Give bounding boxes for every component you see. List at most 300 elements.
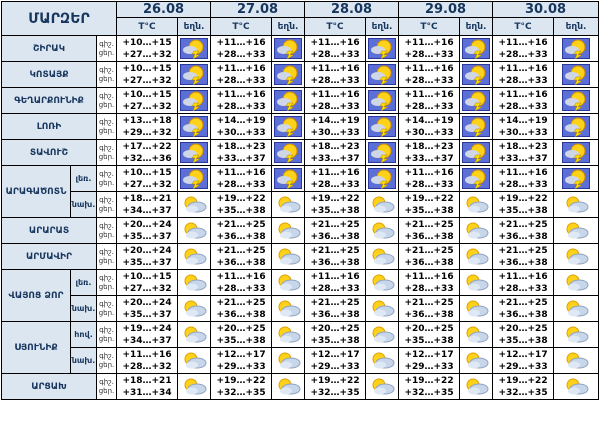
day-temperature: +28…+33	[310, 101, 360, 112]
day-temperature: +28…+32	[122, 361, 172, 372]
partly-cloudy-icon	[272, 246, 304, 267]
temperature-cell	[399, 192, 460, 218]
weather-cell	[366, 62, 399, 88]
day-label: ցեր.	[98, 386, 115, 395]
temperature-cell	[493, 348, 554, 374]
storm-icon	[554, 38, 598, 59]
night-temperature: +10…+15	[122, 37, 172, 48]
weather-cell	[460, 218, 493, 244]
day-temperature: +36…+38	[216, 231, 266, 242]
weather-cell	[460, 166, 493, 192]
day-temperature: +30…+33	[498, 127, 548, 138]
storm-icon	[460, 64, 492, 85]
time-labels	[97, 374, 117, 400]
partly-cloudy-icon	[366, 194, 398, 215]
night-temperature: +11…+16	[216, 167, 266, 178]
temperature-cell	[211, 374, 272, 400]
storm-icon	[178, 90, 210, 111]
day-label: ցեր.	[98, 204, 115, 213]
weather-cell	[554, 270, 599, 296]
temperature-cell	[493, 296, 554, 322]
temperature-cell	[399, 88, 460, 114]
night-label: գիշ.	[99, 195, 114, 204]
day-label: ցեր.	[98, 230, 115, 239]
day-temperature: +35…+38	[216, 335, 266, 346]
day-temperature: +36…+38	[498, 309, 548, 320]
temperature-column-header: T°C	[211, 18, 272, 36]
day-temperature: +35…+38	[404, 335, 454, 346]
temperature-cell	[117, 114, 178, 140]
temperature-cell	[493, 270, 554, 296]
forecast-row	[2, 270, 599, 296]
temperature-cell	[117, 348, 178, 374]
temperature-cell	[117, 166, 178, 192]
night-temperature: +11…+16	[498, 89, 548, 100]
day-temperature: +30…+33	[404, 127, 454, 138]
partly-cloudy-icon	[272, 298, 304, 319]
temperature-cell	[211, 88, 272, 114]
region-name: ՇԻՐԱԿ	[2, 36, 97, 62]
day-temperature: +36…+38	[310, 231, 360, 242]
night-temperature: +21…+25	[498, 219, 548, 230]
weather-cell	[272, 36, 305, 62]
temperature-cell	[493, 36, 554, 62]
night-temperature: +19…+22	[498, 193, 548, 204]
night-temperature: +20…+25	[498, 323, 548, 334]
region-name: ԼՈՌԻ	[2, 114, 97, 140]
temperature-cell	[117, 62, 178, 88]
partly-cloudy-icon	[178, 376, 210, 397]
temperature-cell	[211, 36, 272, 62]
weather-cell	[554, 166, 599, 192]
night-temperature: +11…+16	[216, 89, 266, 100]
night-label: գիշ.	[99, 91, 114, 100]
temperature-cell	[211, 296, 272, 322]
night-temperature: +18…+23	[404, 141, 454, 152]
weather-cell	[366, 192, 399, 218]
region-name: ԱՐՑԱԽ	[2, 374, 97, 400]
partly-cloudy-icon	[366, 324, 398, 345]
temperature-column-header: T°C	[117, 18, 178, 36]
storm-icon	[272, 168, 304, 189]
day-temperature: +28…+33	[498, 283, 548, 294]
weather-cell	[554, 296, 599, 322]
temperature-cell	[305, 140, 366, 166]
weather-cell	[366, 374, 399, 400]
day-temperature: +28…+33	[404, 75, 454, 86]
day-temperature: +32…+36	[122, 153, 172, 164]
night-temperature: +20…+25	[404, 323, 454, 334]
weather-cell	[366, 270, 399, 296]
night-label: գիշ.	[99, 221, 114, 230]
night-temperature: +20…+24	[122, 297, 172, 308]
night-temperature: +21…+25	[216, 219, 266, 230]
storm-icon	[272, 142, 304, 163]
night-temperature: +11…+16	[216, 63, 266, 74]
night-temperature: +20…+25	[216, 323, 266, 334]
storm-icon	[460, 168, 492, 189]
storm-icon	[554, 116, 598, 137]
night-temperature: +14…+19	[498, 115, 548, 126]
day-temperature: +36…+38	[216, 257, 266, 268]
day-label: ցեր.	[98, 256, 115, 265]
weather-cell	[460, 244, 493, 270]
temperature-cell	[211, 348, 272, 374]
night-temperature: +11…+16	[404, 37, 454, 48]
storm-icon	[460, 142, 492, 163]
weather-cell	[178, 348, 211, 374]
night-temperature: +21…+25	[404, 297, 454, 308]
night-temperature: +19…+22	[498, 375, 548, 386]
forecast-row	[2, 36, 599, 62]
day-temperature: +33…+37	[216, 153, 266, 164]
temperature-cell	[493, 62, 554, 88]
day-temperature: +35…+38	[216, 205, 266, 216]
partly-cloudy-icon	[460, 272, 492, 293]
night-label: գիշ.	[99, 325, 114, 334]
weather-cell	[178, 296, 211, 322]
day-temperature: +36…+38	[310, 309, 360, 320]
time-labels	[97, 62, 117, 88]
storm-icon	[272, 38, 304, 59]
temperature-cell	[211, 114, 272, 140]
partly-cloudy-icon	[178, 246, 210, 267]
day-temperature: +28…+33	[498, 49, 548, 60]
day-temperature: +33…+37	[404, 153, 454, 164]
temperature-cell	[305, 322, 366, 348]
date-header: 27.08	[211, 2, 305, 18]
day-temperature: +36…+38	[216, 309, 266, 320]
temperature-cell	[493, 114, 554, 140]
weather-cell	[178, 166, 211, 192]
night-temperature: +11…+16	[216, 271, 266, 282]
weather-cell	[272, 140, 305, 166]
forecast-row	[2, 192, 599, 218]
partly-cloudy-icon	[554, 324, 598, 345]
night-temperature: +21…+25	[404, 245, 454, 256]
night-temperature: +21…+25	[498, 297, 548, 308]
weather-cell	[554, 140, 599, 166]
time-labels	[97, 192, 117, 218]
partly-cloudy-icon	[366, 246, 398, 267]
temperature-cell	[117, 244, 178, 270]
weather-cell	[178, 322, 211, 348]
partly-cloudy-icon	[460, 220, 492, 241]
day-temperature: +32…+35	[404, 387, 454, 398]
weather-cell	[366, 140, 399, 166]
weather-cell	[272, 296, 305, 322]
temperature-cell	[493, 218, 554, 244]
zone-label: նախ.	[71, 348, 97, 374]
weather-cell	[178, 244, 211, 270]
time-labels	[97, 244, 117, 270]
temperature-column-header: T°C	[493, 18, 554, 36]
temperature-cell	[117, 36, 178, 62]
zone-label: նախ.	[71, 296, 97, 322]
time-labels	[97, 270, 117, 296]
temperature-cell	[399, 218, 460, 244]
day-temperature: +29…+33	[498, 361, 548, 372]
weather-cell	[366, 322, 399, 348]
forecast-row	[2, 62, 599, 88]
night-temperature: +12…+17	[310, 349, 360, 360]
night-temperature: +12…+17	[498, 349, 548, 360]
temperature-cell	[493, 166, 554, 192]
storm-icon	[178, 168, 210, 189]
weather-cell	[366, 166, 399, 192]
temperature-cell	[399, 348, 460, 374]
weather-cell	[460, 322, 493, 348]
temperature-cell	[399, 36, 460, 62]
forecast-row	[2, 296, 599, 322]
night-label: գիշ.	[99, 351, 114, 360]
weather-cell	[178, 374, 211, 400]
temperature-cell	[305, 36, 366, 62]
partly-cloudy-icon	[178, 272, 210, 293]
region-name: ԱՐԱՐԱՏ	[2, 218, 97, 244]
day-temperature: +28…+33	[216, 283, 266, 294]
night-temperature: +19…+22	[404, 375, 454, 386]
storm-icon	[272, 90, 304, 111]
temperature-cell	[399, 114, 460, 140]
partly-cloudy-icon	[554, 246, 598, 267]
forecast-row	[2, 218, 599, 244]
zone-label: հով.	[71, 322, 97, 348]
day-temperature: +28…+33	[404, 179, 454, 190]
weather-column-header: եղն.	[554, 18, 599, 36]
storm-icon	[554, 142, 598, 163]
night-temperature: +11…+16	[404, 63, 454, 74]
time-labels	[97, 218, 117, 244]
temperature-cell	[305, 348, 366, 374]
day-temperature: +36…+38	[498, 231, 548, 242]
day-label: ցեր.	[98, 152, 115, 161]
forecast-row	[2, 114, 599, 140]
night-temperature: +11…+16	[310, 167, 360, 178]
day-temperature: +29…+33	[310, 361, 360, 372]
night-temperature: +11…+16	[404, 271, 454, 282]
day-temperature: +35…+38	[310, 335, 360, 346]
partly-cloudy-icon	[366, 376, 398, 397]
partly-cloudy-icon	[460, 376, 492, 397]
night-temperature: +11…+16	[122, 349, 172, 360]
region-name: ԱՐՄԱՎԻՐ	[2, 244, 97, 270]
temperature-cell	[117, 270, 178, 296]
day-temperature: +33…+37	[310, 153, 360, 164]
night-temperature: +11…+16	[498, 167, 548, 178]
temperature-cell	[493, 140, 554, 166]
weather-cell	[178, 270, 211, 296]
night-temperature: +11…+16	[310, 37, 360, 48]
temperature-cell	[211, 322, 272, 348]
night-temperature: +18…+21	[122, 193, 172, 204]
weather-cell	[460, 374, 493, 400]
weather-cell	[554, 218, 599, 244]
weather-cell	[366, 244, 399, 270]
temperature-cell	[399, 62, 460, 88]
night-label: գիշ.	[99, 377, 114, 386]
day-temperature: +27…+32	[122, 49, 172, 60]
temperature-cell	[117, 374, 178, 400]
temperature-cell	[305, 270, 366, 296]
partly-cloudy-icon	[272, 350, 304, 371]
temperature-cell	[399, 244, 460, 270]
day-label: ցեր.	[98, 334, 115, 343]
weather-cell	[178, 114, 211, 140]
time-labels	[97, 36, 117, 62]
weather-cell	[272, 348, 305, 374]
night-temperature: +14…+19	[404, 115, 454, 126]
day-temperature: +29…+33	[216, 361, 266, 372]
weather-cell	[366, 218, 399, 244]
temperature-cell	[399, 296, 460, 322]
weather-cell	[178, 36, 211, 62]
time-labels	[97, 322, 117, 348]
day-temperature: +34…+37	[122, 205, 172, 216]
forecast-row	[2, 244, 599, 270]
day-temperature: +28…+33	[216, 75, 266, 86]
night-temperature: +20…+25	[310, 323, 360, 334]
day-temperature: +27…+32	[122, 283, 172, 294]
weather-cell	[460, 296, 493, 322]
night-temperature: +11…+16	[310, 89, 360, 100]
time-labels	[97, 296, 117, 322]
night-label: գիշ.	[99, 117, 114, 126]
day-temperature: +28…+33	[404, 283, 454, 294]
night-temperature: +18…+21	[122, 375, 172, 386]
storm-icon	[366, 38, 398, 59]
weather-column-header: եղն.	[460, 18, 493, 36]
day-temperature: +32…+35	[310, 387, 360, 398]
weather-cell	[178, 218, 211, 244]
time-labels	[97, 166, 117, 192]
partly-cloudy-icon	[554, 272, 598, 293]
partly-cloudy-icon	[366, 272, 398, 293]
day-temperature: +29…+32	[122, 127, 172, 138]
forecast-row	[2, 140, 599, 166]
temperature-cell	[305, 62, 366, 88]
weather-cell	[272, 374, 305, 400]
day-temperature: +27…+32	[122, 179, 172, 190]
weather-cell	[178, 192, 211, 218]
night-temperature: +18…+23	[216, 141, 266, 152]
temperature-cell	[399, 374, 460, 400]
night-temperature: +11…+16	[310, 63, 360, 74]
night-temperature: +10…+15	[122, 271, 172, 282]
partly-cloudy-icon	[460, 298, 492, 319]
day-temperature: +35…+37	[122, 257, 172, 268]
day-label: ցեր.	[98, 308, 115, 317]
weather-cell	[460, 114, 493, 140]
temperature-cell	[211, 244, 272, 270]
temperature-cell	[399, 140, 460, 166]
weather-cell	[554, 36, 599, 62]
weather-cell	[460, 62, 493, 88]
night-label: գիշ.	[99, 273, 114, 282]
temperature-cell	[211, 140, 272, 166]
night-label: գիշ.	[99, 169, 114, 178]
night-temperature: +20…+24	[122, 245, 172, 256]
temperature-cell	[305, 166, 366, 192]
night-temperature: +17…+22	[122, 141, 172, 152]
day-temperature: +36…+38	[404, 231, 454, 242]
storm-icon	[554, 64, 598, 85]
weather-column-header: եղն.	[272, 18, 305, 36]
weather-cell	[366, 36, 399, 62]
partly-cloudy-icon	[460, 350, 492, 371]
day-temperature: +34…+37	[122, 335, 172, 346]
weather-cell	[272, 218, 305, 244]
weather-cell	[272, 166, 305, 192]
day-temperature: +36…+38	[404, 309, 454, 320]
night-temperature: +21…+25	[498, 245, 548, 256]
weather-cell	[272, 62, 305, 88]
day-temperature: +27…+32	[122, 75, 172, 86]
day-temperature: +35…+38	[498, 205, 548, 216]
partly-cloudy-icon	[178, 220, 210, 241]
storm-icon	[178, 38, 210, 59]
night-label: գիշ.	[99, 39, 114, 48]
zone-label: լեռ.	[71, 270, 97, 296]
region-name: ԳԵՂԱՐՔՈՒՆԻՔ	[2, 88, 97, 114]
forecast-row	[2, 166, 599, 192]
temperature-cell	[305, 88, 366, 114]
night-temperature: +12…+17	[404, 349, 454, 360]
storm-icon	[554, 168, 598, 189]
night-temperature: +11…+16	[404, 167, 454, 178]
weather-cell	[554, 374, 599, 400]
partly-cloudy-icon	[272, 194, 304, 215]
night-temperature: +21…+25	[216, 245, 266, 256]
night-temperature: +18…+23	[310, 141, 360, 152]
weather-cell	[178, 140, 211, 166]
night-temperature: +11…+16	[216, 37, 266, 48]
day-temperature: +28…+33	[216, 49, 266, 60]
weather-cell	[460, 192, 493, 218]
day-temperature: +28…+33	[404, 101, 454, 112]
temperature-cell	[399, 322, 460, 348]
forecast-row	[2, 322, 599, 348]
night-temperature: +21…+25	[404, 219, 454, 230]
weather-cell	[554, 244, 599, 270]
storm-icon	[366, 168, 398, 189]
day-temperature: +29…+33	[404, 361, 454, 372]
day-temperature: +35…+37	[122, 231, 172, 242]
forecast-table	[1, 1, 599, 400]
temperature-column-header: T°C	[305, 18, 366, 36]
temperature-cell	[211, 62, 272, 88]
day-temperature: +35…+37	[122, 309, 172, 320]
weather-cell	[178, 88, 211, 114]
date-header: 28.08	[305, 2, 399, 18]
night-temperature: +11…+16	[498, 37, 548, 48]
weather-cell	[178, 62, 211, 88]
night-label: գիշ.	[99, 299, 114, 308]
partly-cloudy-icon	[460, 194, 492, 215]
temperature-cell	[117, 322, 178, 348]
weather-cell	[366, 114, 399, 140]
night-temperature: +19…+22	[310, 375, 360, 386]
partly-cloudy-icon	[272, 376, 304, 397]
day-temperature: +35…+38	[404, 205, 454, 216]
night-temperature: +19…+22	[216, 375, 266, 386]
storm-icon	[554, 90, 598, 111]
day-temperature: +36…+38	[498, 257, 548, 268]
date-header: 30.08	[493, 2, 599, 18]
temperature-cell	[305, 296, 366, 322]
temperature-column-header: T°C	[399, 18, 460, 36]
partly-cloudy-icon	[178, 350, 210, 371]
